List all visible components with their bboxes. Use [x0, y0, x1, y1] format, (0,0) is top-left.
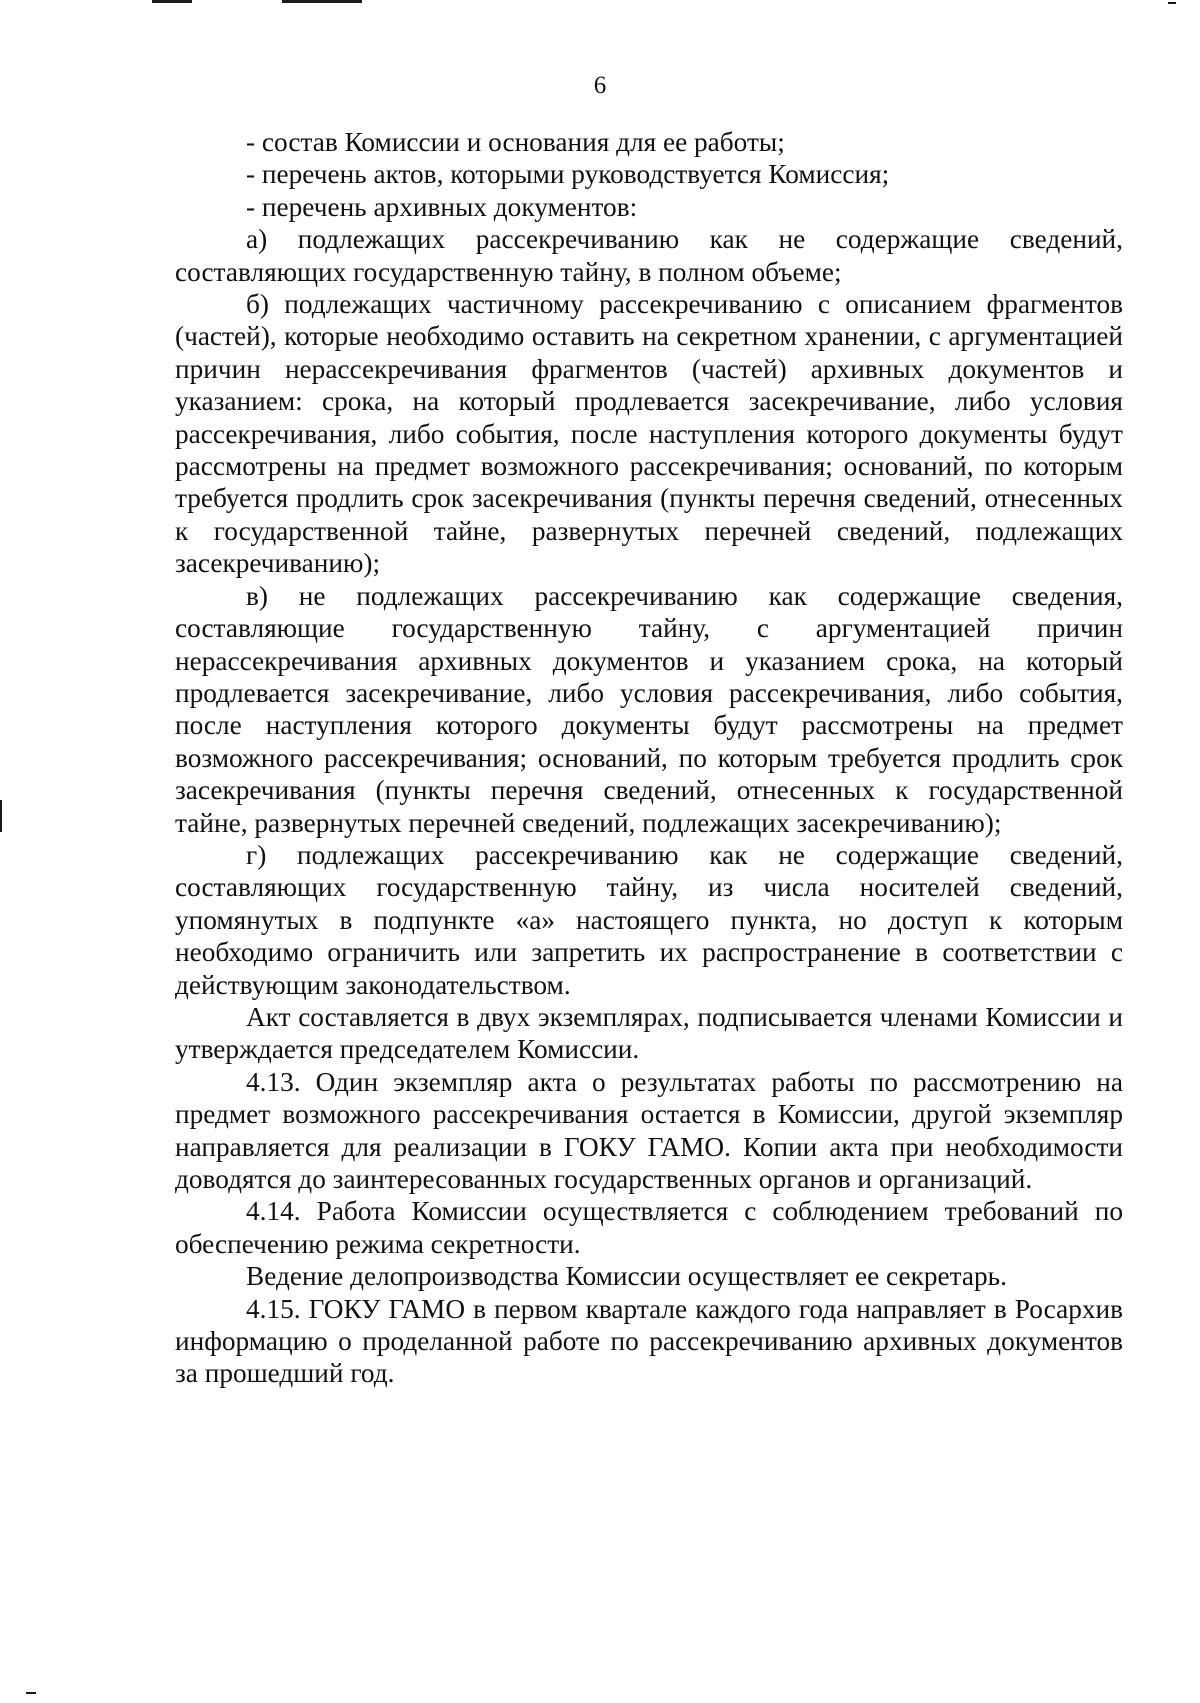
clause-4-13: 4.13. Один экземпляр акта о результатах работы по рассмотрению на предмет возможного рассекречивания остается в Комиссии, другой экземпляр направляется для реализации в ГОКУ ГАМО. Копии акта при необходимости доводятся до заинтересованных государственных органов и организаций.: [175, 1066, 1123, 1194]
scan-mark-left-edge: [0, 800, 2, 832]
page-number: 6: [593, 72, 607, 99]
paragraph-secretary: Ведение делопроизводства Комиссии осуществляет ее секретарь.: [246, 1261, 1007, 1292]
document-body: [175, 126, 1123, 1390]
scan-mark-bottom-left: [26, 1692, 36, 1694]
scan-mark-top-center: [282, 0, 362, 3]
subitem-v: в) не подлежащих рассекречиванию как содержащие сведения, составляющие государственную тайну, с аргументацией причин нерассекречивания архивных документов и указанием срока, на который продлевается засекречивание, либо условия рассекречивания, либо события, после наступления которого документы будут рассмотрены на предмет возможного рассекречивания; оснований, по которым требуется продлить срок засекречивания (пункты перечня сведений, отнесенных к государственной тайне, развернутых перечней сведений, подлежащих засекречиванию);: [175, 580, 1123, 838]
scan-mark-top-right: [1168, 2, 1176, 4]
list-item-archive-documents: - перечень архивных документов:: [246, 191, 638, 222]
list-item-acts-list: - перечень актов, которыми руководствуется Комиссия;: [246, 159, 890, 190]
subitem-b: б) подлежащих частичному рассекречиванию с описанием фрагментов (частей), которые необходимо оставить на секретном хранении, с аргументацией причин нерассекречивания фрагментов (частей) архивных документов и указанием: срока, на который продлевается засекречивание, либо условия рассекречивания, либо события, после наступления которого документы будут рассмотрены на предмет возможного рассекречивания; оснований, по которым требуется продлить срок засекречивания (пункты перечня сведений, отнесенных к государственной тайне, развернутых перечней сведений, подлежащих засекречиванию);: [175, 289, 1123, 579]
clause-4-15: 4.15. ГОКУ ГАМО в первом квартале каждого года направляет в Росархив информацию о проделанной работе по рассекречиванию архивных документов за прошедший год.: [175, 1293, 1123, 1389]
subitem-g: г) подлежащих рассекречиванию как не содержащие сведений, составляющих государственную тайну, из числа носителей сведений, упомянутых в подпункте «а» настоящего пункта, но доступ к которым необходимо ограничить или запретить их распространение в соответствии с действующим законодательством.: [175, 839, 1123, 1000]
clause-4-14: 4.14. Работа Комиссии осуществляется с соблюдением требований по обеспечению режима секретности.: [175, 1196, 1123, 1259]
paragraph-act-copies: Акт составляется в двух экземплярах, подписывается членами Комиссии и утверждается председателем Комиссии.: [175, 1001, 1123, 1065]
list-item-commission-composition: - состав Комиссии и основания для ее работы;: [246, 127, 785, 157]
scan-mark-top-left: [152, 0, 192, 3]
subitem-a: а) подлежащих рассекречиванию как не содержащие сведений, составляющих государственную тайну, в полном объеме;: [175, 224, 1123, 287]
